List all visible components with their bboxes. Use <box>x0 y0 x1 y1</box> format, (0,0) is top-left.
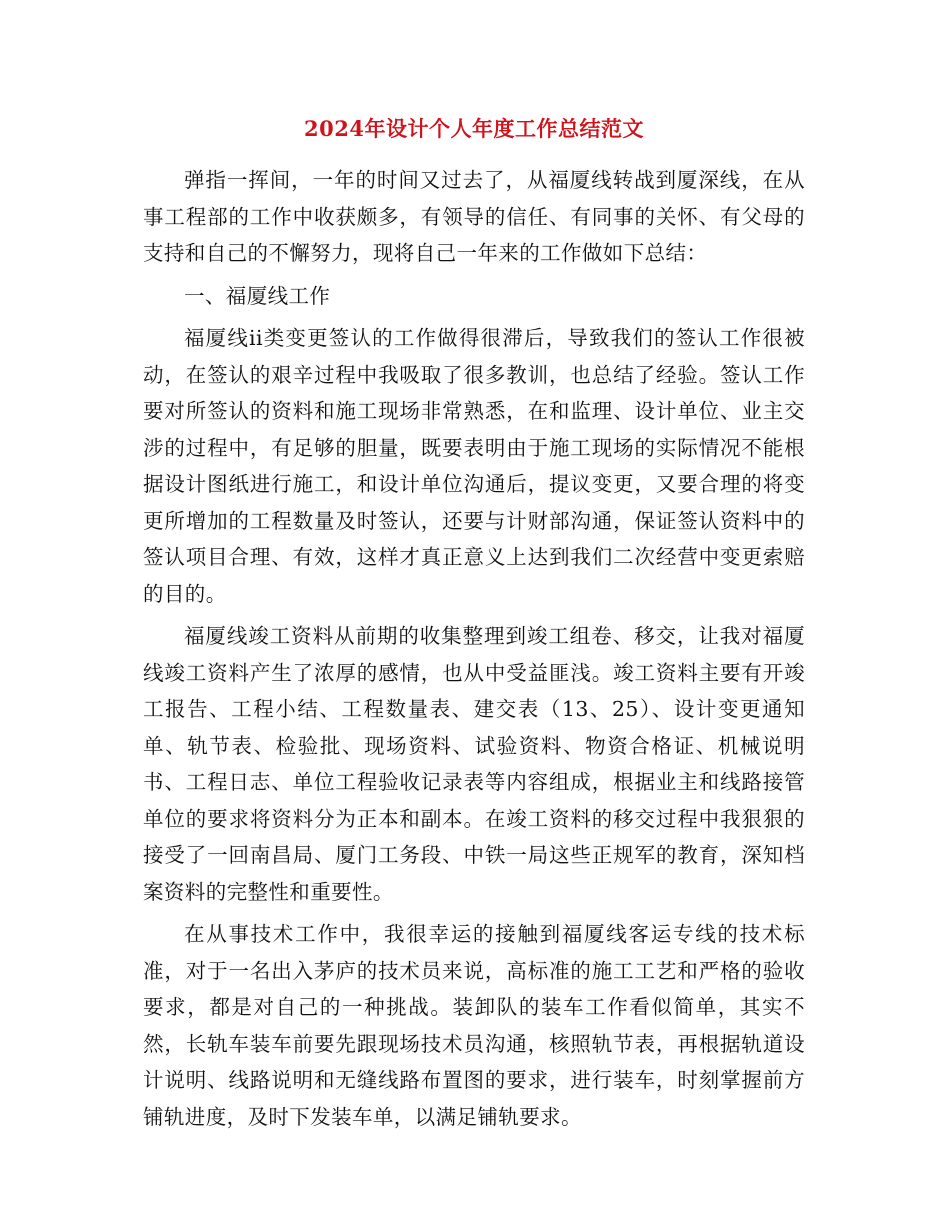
paragraph-intro: 弹指一挥间，一年的时间又过去了，从福厦线转战到厦深线，在从事工程部的工作中收获颇多，有领导的信任、有同事的关怀、有父母的支持和自己的不懈努力，现将自己一年来的工作做如下总结： <box>143 168 805 265</box>
paragraph-technical-work: 在从事技术工作中，我很幸运的接触到福厦线客运专线的技术标准，对于一名出入茅庐的技术员来说，高标准的施工工艺和严格的验收要求，都是对自己的一种挑战。装卸队的装车工作看似简单，其实不然，长轨车装车前要先跟现场技术员沟通，核照轨节表，再根据轨道设计说明、线路说明和无缝线路布置图的要求，进行装车，时刻掌握前方铺轨进度，及时下发装车单，以满足铺轨要求。 <box>143 922 805 1129</box>
paragraph-variation-signoff: 福厦线ii类变更签认的工作做得很滞后，导致我们的签认工作很被动，在签认的艰辛过程中我吸取了很多教训，也总结了经验。签认工作要对所签认的资料和施工现场非常熟悉，在和监理、设计单位、业主交涉的过程中，有足够的胆量，既要表明由于施工现场的实际情况不能根据设计图纸进行施工，和设计单位沟通后，提议变更，又要合理的将变更所增加的工程数量及时签认，还要与计财部沟通，保证签认资料中的签认项目合理、有效，这样才真正意义上达到我们二次经营中变更索赔的目的。 <box>143 326 805 606</box>
document-body <box>143 110 805 1141</box>
section-heading-fuxia-line: 一、福厦线工作 <box>184 283 331 308</box>
paragraph-completion-documents: 福厦线竣工资料从前期的收集整理到竣工组卷、移交，让我对福厦线竣工资料产生了浓厚的感情，也从中受益匪浅。竣工资料主要有开竣工报告、工程小结、工程数量表、建交表（13、25）、设计变更通知单、轨节表、检验批、现场资料、试验资料、物资合格证、机械说明书、工程日志、单位工程验收记录表等内容组成，根据业主和线路接管单位的要求将资料分为正本和副本。在竣工资料的移交过程中我狠狠的接受了一回南昌局、厦门工务段、中铁一局这些正规军的教育，深知档案资料的完整性和重要性。 <box>143 624 805 904</box>
document-title: 2024年设计个人年度工作总结范文 <box>304 116 644 141</box>
